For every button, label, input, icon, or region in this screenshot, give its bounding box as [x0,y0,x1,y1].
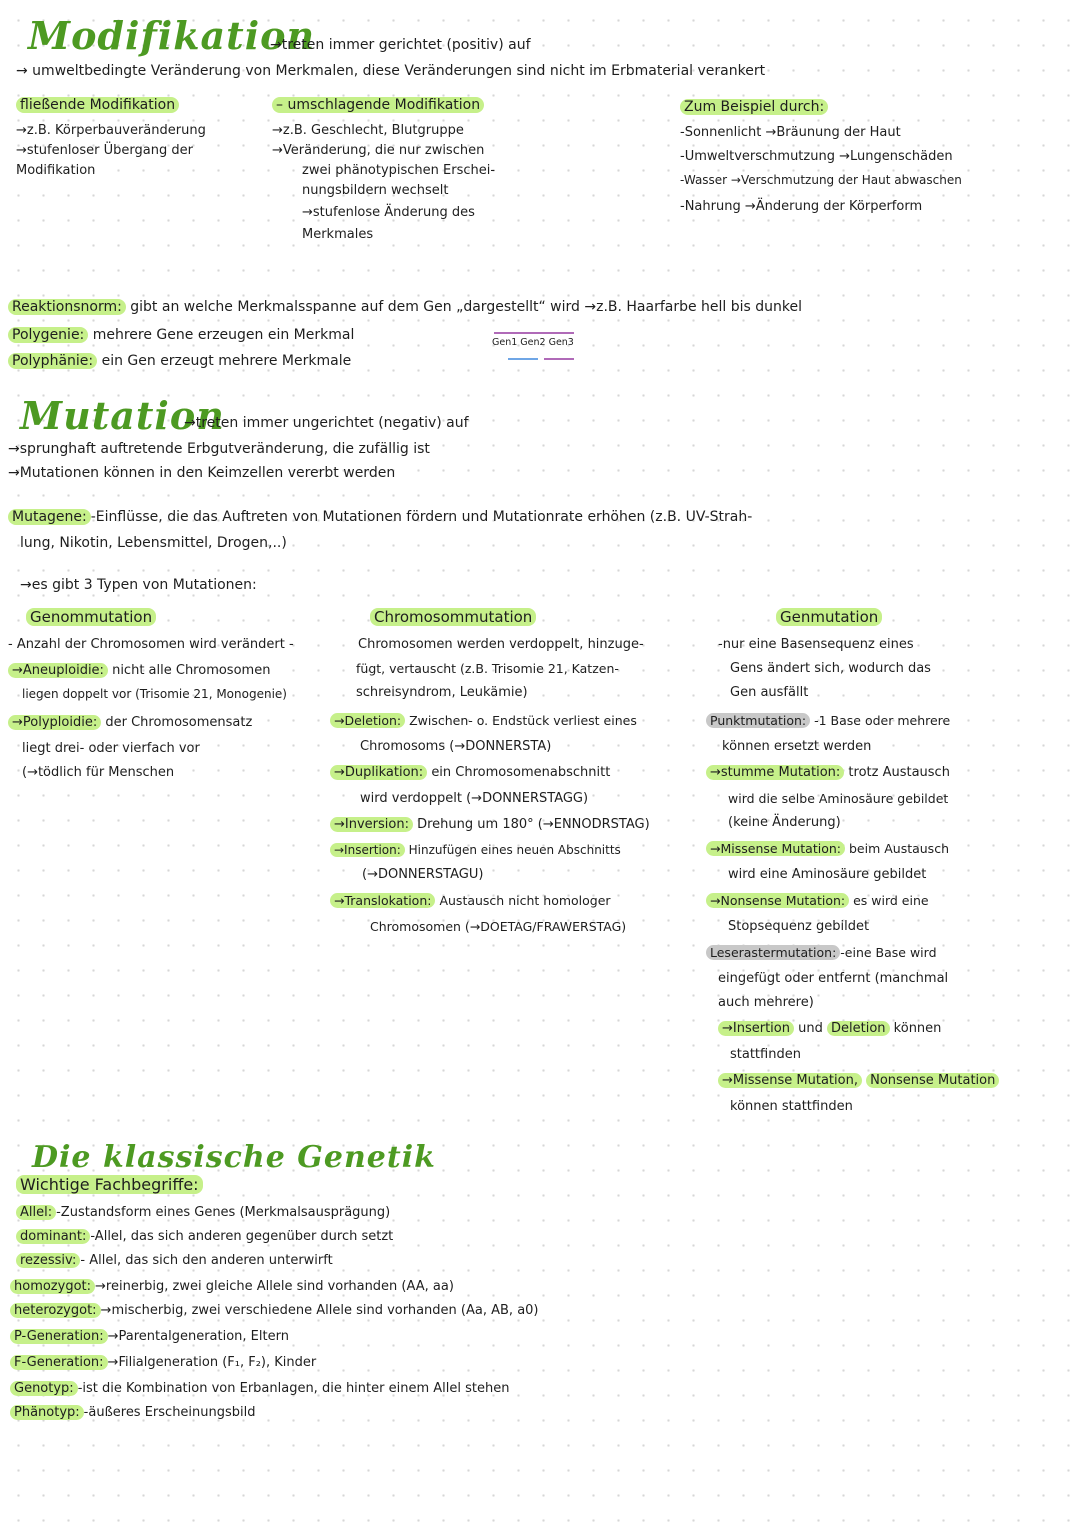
stumme-mutation-line-2: wird die selbe Aminosäure gebildet [728,791,949,806]
fliessende-line: Modifikation [16,163,96,178]
begriff-f-generation: F-Generation: →Filialgeneration (F₁, F₂), Kinder [10,1354,316,1371]
begriff-dominant: dominant: -Allel, das sich anderen gegenüber durch setzt [16,1228,393,1245]
fliessende-line: →stufenloser Übergang der [16,143,193,158]
beispiel-line: -Sonnenlicht →Bräunung der Haut [680,125,901,140]
mutagene-line: Mutagene: -Einflüsse, die das Auftreten von Mutationen fördern und Mutationrate erhöhen (z.B. UV-Strah- [8,508,752,526]
genetik-title: Die klassische Genetik [32,1140,436,1175]
raster-koennen-stattfinden: können stattfinden [730,1099,853,1114]
nonsense-line-2: Stopsequenz gebildet [728,919,870,934]
genom-line: - Anzahl der Chromosomen wird verändert - [8,637,294,652]
aneuploidie-line-2: liegen doppelt vor (Trisomie 21, Monogenie) [22,687,287,701]
genommutation-heading: Genommutation [26,608,156,626]
chromosom-line: Chromosomen werden verdoppelt, hinzuge- [358,637,644,652]
beispiel-heading: Zum Beispiel durch: [680,98,828,116]
gen-legend-line-purple [544,358,574,360]
umschlagende-line: Merkmales [302,227,374,242]
umschlagende-line: →Veränderung, die nur zwischen [272,143,485,158]
mutation-line: →Mutationen können in den Keimzellen vererbt werden [8,465,396,481]
polyploidie-line-3: (→tödlich für Menschen [22,765,175,780]
mutation-title: Mutation [20,393,225,438]
polyploidie-line: →Polyploidie: der Chromosomensatz [8,714,252,731]
modifikation-note: →treten immer gerichtet (positiv) auf [270,37,531,53]
chromosommutation-heading: Chromosommutation [370,608,536,626]
mutation-typen: →es gibt 3 Typen von Mutationen: [20,577,257,593]
umschlagende-line: zwei phänotypischen Erschei- [302,163,496,178]
gen-legend-line-blue [508,358,538,360]
begriff-allel: Allel: -Zustandsform eines Genes (Merkmalsausprägung) [16,1204,390,1221]
translokation-line-2: Chromosomen (→DOETAG/FRAWERSTAG) [370,919,627,934]
begriff-p-generation: P-Generation: →Parentalgeneration, Eltern [10,1328,289,1345]
gen-legend-label: Gen1 Gen2 Gen3 [492,337,574,348]
reaktionsnorm-line: Reaktionsnorm: gibt an welche Merkmalsspanne auf dem Gen „dargestellt“ wird →z.B. Haarfarbe hell bis dunkel [8,298,802,316]
inversion-line: →Inversion: Drehung um 180° (→ENNODRSTAG) [330,816,650,833]
polygenie-line: Polygenie: mehrere Gene erzeugen ein Merkmal [8,326,354,344]
duplikation-line: →Duplikation: ein Chromosomenabschnitt [330,764,610,781]
insertion-line: →Insertion: Hinzufügen eines neuen Abschnitts [330,842,621,859]
gen-line: Gen ausfällt [730,685,809,700]
leserastermutation-line: Leserastermutation: -eine Base wird [706,944,937,961]
beispiel-line: -Umweltverschmutzung →Lungenschäden [680,149,953,164]
mutagene-line-2: lung, Nikotin, Lebensmittel, Drogen,..) [20,535,287,551]
leserastermutation-line-2: eingefügt oder entfernt (manchmal [718,971,949,986]
begriff-homozygot: homozygot: →reinerbig, zwei gleiche Allele sind vorhanden (AA, aa) [10,1278,454,1295]
polyploidie-line-2: liegt drei- oder vierfach vor [22,741,200,756]
begriff-genotyp: Genotyp: -ist die Kombination von Erbanlagen, die hinter einem Allel stehen [10,1380,509,1397]
chromosom-line: fügt, vertauscht (z.B. Trisomie 21, Katzen- [356,661,619,676]
umschlagende-line: →stufenlose Änderung des [302,205,475,220]
punktmutation-line: Punktmutation: -1 Base oder mehrere [706,712,950,729]
duplikation-line-2: wird verdoppelt (→DONNERSTAGG) [360,791,589,806]
raster-missense-nonsense-line: →Missense Mutation, Nonsense Mutation [718,1072,999,1089]
begriff-heterozygot: heterozygot: →mischerbig, zwei verschiedene Allele sind vorhanden (Aa, AB, a0) [10,1302,539,1319]
missense-line: →Missense Mutation: beim Austausch [706,840,949,857]
leserastermutation-line-3: auch mehrere) [718,995,814,1010]
insertion-line-2: (→DONNERSTAGU) [362,867,484,882]
begriff-phaenotyp: Phänotyp: -äußeres Erscheinungsbild [10,1404,256,1421]
translokation-line: →Translokation: Austausch nicht homologer [330,892,611,909]
fliessende-modifikation-heading: fließende Modifikation [16,96,179,114]
begriff-rezessiv: rezessiv: - Allel, das sich den anderen unterwirft [16,1252,333,1269]
mutation-line: →sprunghaft auftretende Erbgutveränderung, die zufällig ist [8,441,430,457]
gen-line: Gens ändert sich, wodurch das [730,661,931,676]
modifikation-intro: → umweltbedingte Veränderung von Merkmalen, diese Veränderungen sind nicht im Erbmaterial verankert [16,63,766,79]
mutation-note: →treten immer ungerichtet (negativ) auf [184,415,469,431]
stumme-mutation-line-3: (keine Änderung) [728,815,841,830]
umschlagende-line: →z.B. Geschlecht, Blutgruppe [272,123,464,138]
umschlagende-modifikation-heading: – umschlagende Modifikation [272,96,484,114]
deletion-line-2: Chromosoms (→DONNERSTA) [360,739,552,754]
polyphaenie-line: Polyphänie: ein Gen erzeugt mehrere Merkmale [8,352,351,370]
beispiel-line: -Wasser →Verschmutzung der Haut abwaschen [680,173,962,187]
umschlagende-line: nungsbildern wechselt [302,183,449,198]
nonsense-line: →Nonsense Mutation: es wird eine [706,892,929,909]
modifikation-title: Modifikation [28,13,316,58]
chromosom-line: schreisyndrom, Leukämie) [356,685,528,700]
raster-insertion-deletion-line: →Insertion und Deletion können [718,1020,941,1037]
gen-line: -nur eine Basensequenz eines [718,637,914,652]
genmutation-heading: Genmutation [776,608,882,626]
raster-stattfinden: stattfinden [730,1047,801,1062]
fliessende-line: →z.B. Körperbauveränderung [16,123,206,138]
missense-line-2: wird eine Aminosäure gebildet [728,867,927,882]
gen-legend-line-top [494,332,574,334]
deletion-line: →Deletion: Zwischen- o. Endstück verliest eines [330,712,637,729]
beispiel-line: -Nahrung →Änderung der Körperform [680,199,923,214]
fachbegriffe-heading: Wichtige Fachbegriffe: [16,1176,203,1194]
punktmutation-line-2: können ersetzt werden [722,739,872,754]
stumme-mutation-line: →stumme Mutation: trotz Austausch [706,764,950,781]
aneuploidie-line: →Aneuploidie: nicht alle Chromosomen [8,662,270,679]
